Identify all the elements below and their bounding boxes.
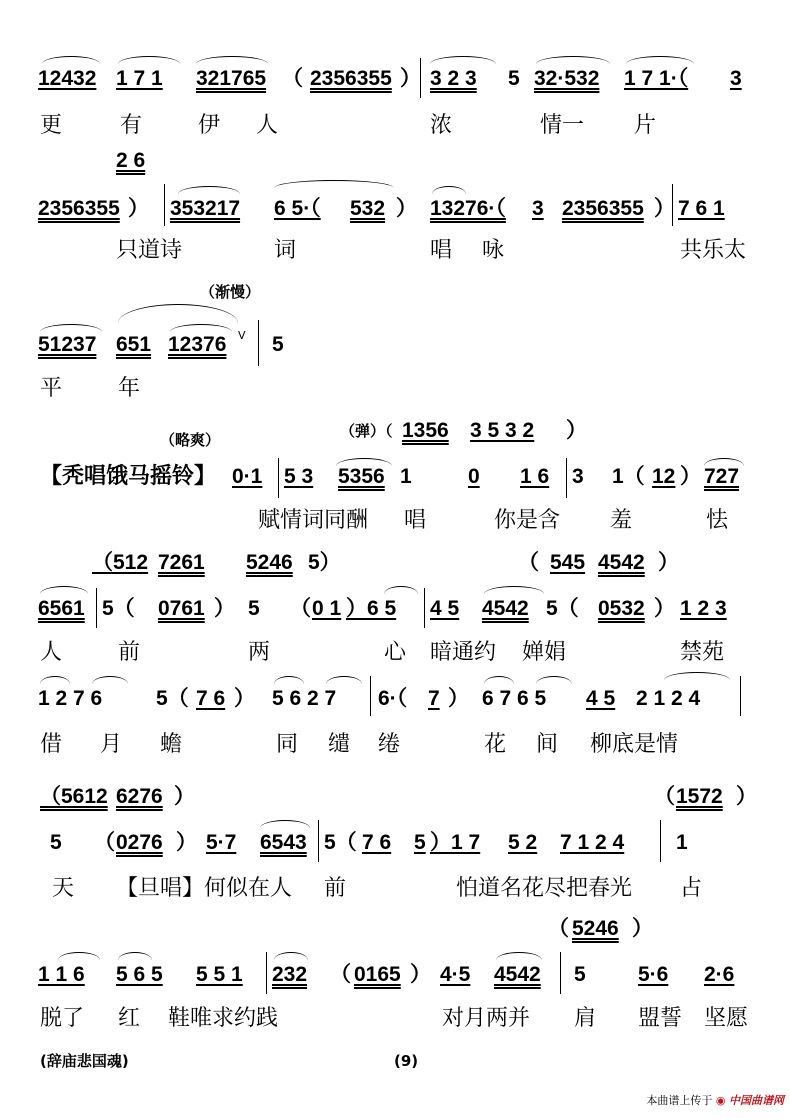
slur: [92, 676, 128, 684]
note-group: 5 5 1: [196, 963, 243, 986]
bracket: （: [654, 785, 675, 808]
note-group: 532: [350, 197, 386, 220]
bracket: ）: [176, 831, 197, 854]
slur: [196, 56, 268, 64]
note-group-upper: 7261: [158, 551, 205, 574]
bar-line: [266, 952, 267, 994]
lyric: 间: [536, 732, 559, 757]
note-group: 4542: [482, 597, 529, 620]
tempo-mark: （略爽）: [160, 431, 221, 449]
slur: [536, 56, 610, 64]
note-group: 3 2 3: [430, 67, 477, 90]
note-group: 2356355: [562, 197, 644, 220]
note-group: 5 2: [508, 831, 538, 854]
note: 5（: [324, 831, 357, 854]
slur: [118, 56, 180, 64]
note-group: 2·6: [704, 963, 735, 986]
note-group: 321765: [196, 67, 267, 90]
note-group: 7 6 1: [678, 197, 725, 220]
lyric: 缱: [328, 732, 351, 757]
bar-line: [96, 588, 97, 628]
lyric: 鞋唯求约践: [168, 1006, 279, 1031]
note-group: 13276·（: [430, 197, 506, 220]
upload-text: 本曲谱上传于: [646, 1094, 713, 1107]
lyric: 脱了: [40, 1006, 85, 1031]
slur: [326, 676, 362, 684]
note-group: 1 2 3: [680, 597, 727, 620]
lyric: 平: [40, 376, 63, 401]
note-group: 1 7 1·（: [624, 67, 689, 90]
note-group: 651: [116, 333, 152, 356]
note-group: 32·532: [534, 67, 600, 90]
bar-line: [672, 184, 673, 226]
bracket: ）: [654, 597, 675, 620]
note-group: 6 5·（: [274, 197, 321, 220]
lyric: 词: [274, 238, 297, 263]
note: 3: [730, 67, 742, 90]
fermata-note: 5: [272, 333, 284, 356]
note-group: ）1 7: [430, 831, 481, 854]
technique-mark: （弹）（: [340, 422, 393, 440]
note-group: 6 7 6 5: [482, 687, 547, 710]
bracket: ）: [654, 197, 675, 220]
lyric: 人: [40, 640, 63, 665]
note-group: 0532: [598, 597, 645, 620]
site-logo: 中国曲谱网: [729, 1094, 784, 1107]
note-group: 5 3: [284, 465, 314, 488]
note-group: 0 1: [312, 597, 342, 620]
bar-line: [164, 184, 165, 226]
bracket: ）: [214, 597, 235, 620]
bracket: （: [282, 67, 303, 90]
bar-line: [318, 820, 319, 862]
slur: [626, 56, 694, 64]
lyric: 前: [118, 640, 141, 665]
note-group: 7 6: [196, 687, 226, 710]
note-group: 0·1: [232, 465, 263, 488]
slur: [484, 676, 514, 684]
bar-line: [566, 458, 567, 498]
slur: [664, 672, 730, 680]
slur: [40, 676, 70, 684]
note-group: 6543: [260, 831, 307, 854]
lyric: 羞: [610, 508, 633, 533]
lyric: 片: [634, 113, 657, 138]
bracket: ）: [128, 197, 149, 220]
bracket: ）: [658, 551, 679, 574]
note: 5: [414, 831, 426, 854]
note-group: 12: [652, 465, 676, 488]
lyric: 绻: [378, 732, 401, 757]
bar-line: [258, 320, 259, 366]
lyric: 有: [120, 113, 143, 138]
lyric: 暗通约: [430, 640, 497, 665]
note: 5（: [102, 597, 135, 620]
note-group: 353217: [170, 197, 241, 220]
lyric: 借: [40, 732, 63, 757]
bracket: ）: [566, 419, 587, 442]
lyric: 禁苑: [680, 640, 725, 665]
lyric: 占: [680, 876, 703, 901]
note: 7: [428, 687, 440, 710]
lyric: 唱: [404, 508, 427, 533]
bracket: ）: [410, 963, 431, 986]
slur: [384, 586, 418, 594]
lyric: 心: [384, 640, 407, 665]
note: 3: [572, 465, 584, 488]
note-group-upper: 4542: [598, 551, 645, 574]
note: 5: [574, 963, 586, 986]
note-group: ）6 5: [346, 597, 397, 620]
lyric: 年: [118, 376, 141, 401]
bracket: （: [548, 917, 569, 940]
bar-line: [424, 588, 425, 628]
note-group-upper: 5246: [572, 917, 619, 940]
lyric: 天: [52, 876, 75, 901]
note: 5: [508, 67, 520, 90]
lyric: 花: [484, 732, 507, 757]
bracket: （: [290, 597, 311, 620]
lyric: 情一: [540, 113, 585, 138]
bracket: （: [94, 831, 115, 854]
bracket: ）: [632, 917, 653, 940]
slur: [432, 186, 466, 194]
note-group-upper: 3 5 3 2: [470, 419, 535, 442]
note-group: 2356355: [310, 67, 392, 90]
slur: [274, 952, 308, 960]
slur: [496, 952, 542, 960]
slur: [40, 586, 88, 594]
note-group: 1 7 1: [116, 67, 163, 90]
lyric: 唱: [430, 238, 453, 263]
note: 5: [50, 831, 62, 854]
note-group-upper: 5246: [246, 551, 293, 574]
note-group: 1 6: [520, 465, 550, 488]
lyric: 人: [256, 113, 279, 138]
note-group: 7 6: [362, 831, 392, 854]
note-group: 7 1 2 4: [560, 831, 625, 854]
bar-line: [560, 952, 561, 994]
slur: [260, 820, 310, 828]
note-group: 51237: [38, 333, 97, 356]
lyric: 更: [40, 113, 63, 138]
bar-line: [278, 458, 279, 498]
slur: [430, 56, 496, 64]
lyric: 伊: [198, 113, 221, 138]
note: 6·（: [378, 687, 408, 710]
lyric: 柳底是情: [590, 732, 679, 757]
page-number: (9): [394, 1052, 419, 1070]
note-group: 5·7: [206, 831, 237, 854]
lyric: 你是含: [494, 508, 561, 533]
bracket: ）: [736, 785, 757, 808]
note-group: 1 1 6: [38, 963, 85, 986]
note-group-upper: 2 6: [116, 149, 146, 172]
bracket: （: [518, 551, 539, 574]
lyric: 两: [248, 640, 271, 665]
note-group: 12432: [38, 67, 97, 90]
slur: [178, 186, 240, 194]
note-group: 4 5: [430, 597, 460, 620]
lyric: 盟誓: [638, 1006, 683, 1031]
slur: [170, 324, 232, 332]
note-group: 12376: [168, 333, 227, 356]
lyric: 红: [118, 1006, 141, 1031]
note-group: 0276: [116, 831, 163, 854]
lyric: 肩: [574, 1006, 597, 1031]
note: 5（: [156, 687, 189, 710]
note-group: 232: [272, 963, 308, 986]
logo-icon: ◉: [715, 1094, 726, 1107]
lyric: 赋情词同酬: [258, 508, 369, 533]
lyric: 蟾: [160, 732, 183, 757]
note-group: 4 5: [586, 687, 616, 710]
note-group: 6561: [38, 597, 85, 620]
bar-line: [420, 58, 421, 98]
note-group: 4·5: [440, 963, 471, 986]
bracket: ）: [174, 785, 195, 808]
note: 5: [248, 597, 260, 620]
bracket: ）: [234, 687, 255, 710]
breath-mark: V: [238, 329, 246, 342]
slur: [118, 952, 152, 960]
lyric: 咏: [482, 238, 505, 263]
lyric: 共乐太: [680, 238, 747, 263]
note-group-upper: 6276: [116, 785, 163, 808]
note-group: 727: [704, 465, 740, 488]
slur: [58, 952, 100, 960]
lyric: 怯: [706, 508, 729, 533]
slur: [40, 324, 102, 332]
note: 5（: [546, 597, 579, 620]
lyric: 前: [324, 876, 347, 901]
note-group: 4542: [494, 963, 541, 986]
lyric: 坚愿: [704, 1006, 749, 1031]
note-group-upper: 1356: [402, 419, 449, 442]
bracket: （: [330, 963, 351, 986]
note-group-upper: 1572: [676, 785, 723, 808]
bar-line: [660, 820, 661, 862]
note: 3: [532, 197, 544, 220]
bracket: ）: [396, 197, 417, 220]
note-group: 5 6 5: [116, 963, 163, 986]
note: 1（: [612, 465, 645, 488]
lyric: 怕道名花尽把春光: [456, 876, 633, 901]
slur: [274, 180, 394, 188]
note-group: 5356: [338, 465, 385, 488]
lyric: 婵娟: [522, 640, 567, 665]
lyric: 浓: [430, 113, 453, 138]
slur: [274, 676, 304, 684]
source-caption: (辞庙悲国魂): [40, 1052, 129, 1070]
note-group: 5·6: [638, 963, 669, 986]
tempo-mark: （渐慢）: [200, 283, 261, 301]
note-group: 5 6 2 7: [272, 687, 337, 710]
bracket: ）: [400, 67, 421, 90]
slur: [42, 56, 100, 64]
slur: [484, 586, 544, 594]
slur: [536, 676, 572, 684]
lyric: 月: [100, 732, 123, 757]
note-group-upper: （512: [92, 551, 149, 574]
bracket: ）: [680, 465, 701, 488]
note: 0: [468, 465, 480, 488]
bar-line: [740, 676, 741, 716]
note: 1: [400, 465, 412, 488]
note-group: 2 1 2 4: [636, 687, 701, 710]
section-label: 【秃唱饿马摇铃】: [40, 464, 217, 489]
note-group-upper: （5612: [40, 785, 108, 808]
bracket: ）: [448, 687, 469, 710]
lyric: 对月两并: [442, 1006, 531, 1031]
watermark: [646, 1092, 784, 1108]
bar-line: [370, 676, 371, 716]
note-group: 2356355: [38, 197, 120, 220]
lyric: 同: [276, 732, 299, 757]
note-group: 0165: [354, 963, 401, 986]
note: 1: [676, 831, 688, 854]
note-group: 0761: [158, 597, 205, 620]
lyric: 【旦唱】何似在人: [116, 876, 293, 901]
note-group-upper: 545: [550, 551, 586, 574]
slur: [118, 304, 238, 323]
lyric: 只道诗: [116, 238, 183, 263]
note-group: 1 2 7 6: [38, 687, 103, 710]
note-upper: 5）: [308, 551, 341, 574]
